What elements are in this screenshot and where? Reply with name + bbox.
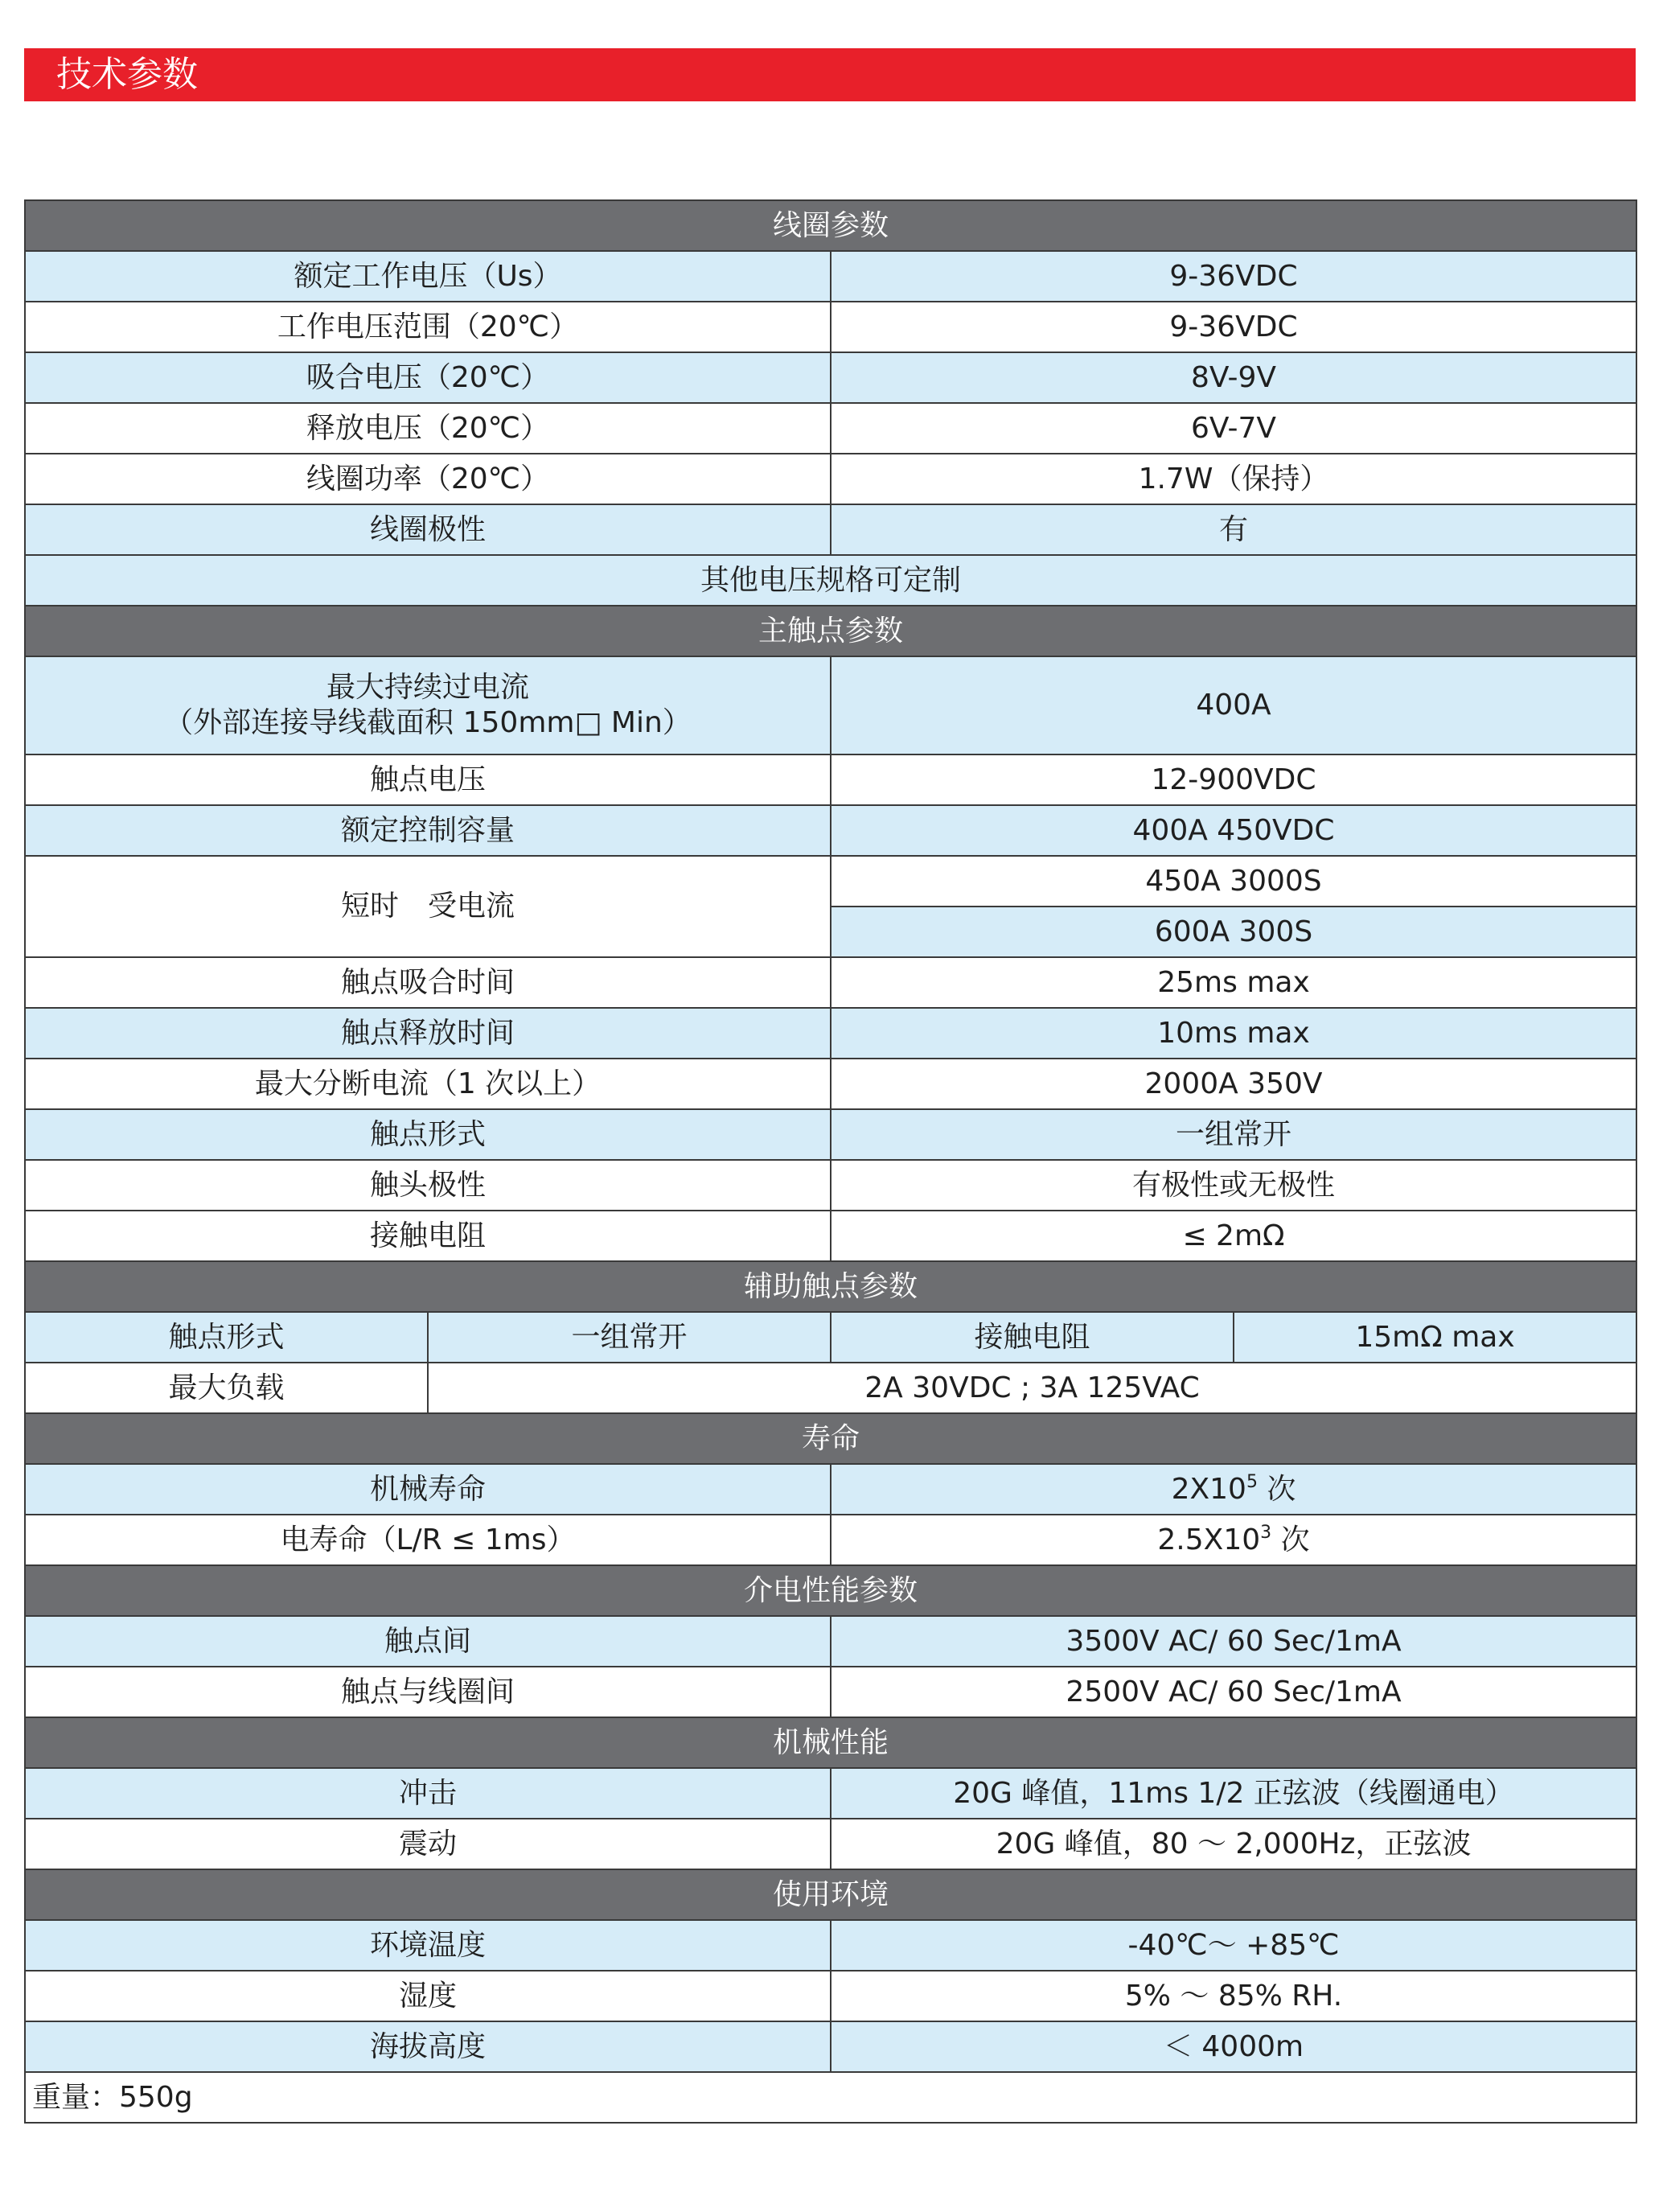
row-value <box>831 1515 1636 1565</box>
row-value: ≤ 2mΩ <box>831 1211 1636 1261</box>
mech-life-exponent: 5 <box>1246 1471 1258 1492</box>
max-current-label: 最大持续过电流 <box>326 671 529 704</box>
table-row <box>25 1971 1636 2021</box>
elec-life-unit: 次 <box>1280 1523 1310 1556</box>
table-row <box>25 302 1636 352</box>
section-header-dielectric: 介电性能参数 <box>25 1565 1636 1616</box>
aux-max-load-value: 2A 30VDC ; 3A 125VAC <box>428 1363 1636 1413</box>
aux-form-value: 一组常开 <box>428 1312 831 1363</box>
row-label: 吸合电压（20℃） <box>25 352 831 403</box>
row-value: 2500V AC/ 60 Sec/1mA <box>831 1667 1636 1717</box>
row-value: 6V-7V <box>831 403 1636 454</box>
row-value: 400A 450VDC <box>831 805 1636 856</box>
section-header-main-contact: 主触点参数 <box>25 606 1636 656</box>
row-value: 一组常开 <box>831 1109 1636 1160</box>
row-label: 震动 <box>25 1819 831 1869</box>
row-value: -40℃～ +85℃ <box>831 1920 1636 1971</box>
row-value: 1.7W（保持） <box>831 454 1636 504</box>
table-row <box>25 1312 1636 1363</box>
aux-max-load-label: 最大负载 <box>25 1363 428 1413</box>
row-label: 触点与线圈间 <box>25 1667 831 1717</box>
table-row <box>25 1515 1636 1565</box>
row-label: 释放电压（20℃） <box>25 403 831 454</box>
table-row <box>25 2021 1636 2072</box>
row-label: 线圈极性 <box>25 504 831 555</box>
row-value: 5% ～ 85% RH. <box>831 1971 1636 2021</box>
table-row-note <box>25 555 1636 606</box>
row-label: 机械寿命 <box>25 1464 831 1515</box>
row-label: 工作电压范围（20℃） <box>25 302 831 352</box>
table-row <box>25 1667 1636 1717</box>
table-row <box>25 1768 1636 1819</box>
table-row <box>25 1920 1636 1971</box>
row-label: 接触电阻 <box>25 1211 831 1261</box>
row-label: 线圈功率（20℃） <box>25 454 831 504</box>
table-row <box>25 805 1636 856</box>
elec-life-exponent: 3 <box>1260 1522 1272 1543</box>
section-header-aux-contact: 辅助触点参数 <box>25 1261 1636 1312</box>
max-current-sublabel: （外部连接导线截面积 150mm□ Min） <box>164 706 692 739</box>
row-label: 短时 受电流 <box>25 856 831 957</box>
section-header-life: 寿命 <box>25 1413 1636 1464</box>
table-row <box>25 1059 1636 1109</box>
table-row <box>25 251 1636 302</box>
table-row <box>25 656 1636 754</box>
aux-resistance-value: 15mΩ max <box>1234 1312 1636 1363</box>
row-label: 额定控制容量 <box>25 805 831 856</box>
row-label <box>25 656 831 754</box>
table-row <box>25 403 1636 454</box>
row-value: 9-36VDC <box>831 302 1636 352</box>
row-value: 8V-9V <box>831 352 1636 403</box>
table-row <box>25 1008 1636 1059</box>
row-value: 3500V AC/ 60 Sec/1mA <box>831 1616 1636 1667</box>
section-title-bar <box>24 48 1636 101</box>
row-value: 有极性或无极性 <box>831 1160 1636 1211</box>
weight-text: 重量：550g <box>25 2072 1636 2123</box>
row-value <box>831 1464 1636 1515</box>
table-row-weight <box>25 2072 1636 2123</box>
spec-table <box>24 199 1637 2124</box>
table-row <box>25 754 1636 805</box>
page-title: 技术参数 <box>56 54 198 95</box>
row-label: 冲击 <box>25 1768 831 1819</box>
table-row <box>25 957 1636 1008</box>
row-value: 600A 300S <box>831 907 1636 957</box>
row-label: 湿度 <box>25 1971 831 2021</box>
table-row <box>25 1109 1636 1160</box>
table-row <box>25 504 1636 555</box>
table-row <box>25 1616 1636 1667</box>
row-label: 电寿命（L/R ≤ 1ms） <box>25 1515 831 1565</box>
row-label: 最大分断电流（1 次以上） <box>25 1059 831 1109</box>
section-header-mechanical: 机械性能 <box>25 1717 1636 1768</box>
table-row <box>25 1160 1636 1211</box>
row-value: 400A <box>831 656 1636 754</box>
row-label: 触点电压 <box>25 754 831 805</box>
row-value: 12-900VDC <box>831 754 1636 805</box>
row-label: 触头极性 <box>25 1160 831 1211</box>
row-value: 450A 3000S <box>831 856 1636 907</box>
section-header-environment: 使用环境 <box>25 1869 1636 1920</box>
row-label: 额定工作电压（Us） <box>25 251 831 302</box>
row-value: ＜ 4000m <box>831 2021 1636 2072</box>
row-value: 2000A 350V <box>831 1059 1636 1109</box>
row-label: 环境温度 <box>25 1920 831 1971</box>
table-row <box>25 856 1636 907</box>
table-row <box>25 352 1636 403</box>
row-value: 25ms max <box>831 957 1636 1008</box>
table-row <box>25 1819 1636 1869</box>
row-label: 触点间 <box>25 1616 831 1667</box>
table-row <box>25 1363 1636 1413</box>
row-value: 有 <box>831 504 1636 555</box>
table-row <box>25 1464 1636 1515</box>
row-value: 20G 峰值，80 ～ 2,000Hz，正弦波 <box>831 1819 1636 1869</box>
mech-life-base: 2X10 <box>1171 1472 1246 1506</box>
row-value: 9-36VDC <box>831 251 1636 302</box>
row-label: 海拔高度 <box>25 2021 831 2072</box>
coil-note: 其他电压规格可定制 <box>25 555 1636 606</box>
aux-resistance-label: 接触电阻 <box>831 1312 1234 1363</box>
row-label: 触点形式 <box>25 1109 831 1160</box>
row-label: 触点释放时间 <box>25 1008 831 1059</box>
aux-form-label: 触点形式 <box>25 1312 428 1363</box>
row-label: 触点吸合时间 <box>25 957 831 1008</box>
elec-life-base: 2.5X10 <box>1157 1523 1261 1556</box>
row-value: 20G 峰值，11ms 1/2 正弦波（线圈通电） <box>831 1768 1636 1819</box>
table-row <box>25 454 1636 504</box>
section-header-coil: 线圈参数 <box>25 200 1636 251</box>
mech-life-unit: 次 <box>1267 1472 1296 1506</box>
table-row <box>25 1211 1636 1261</box>
row-value: 10ms max <box>831 1008 1636 1059</box>
